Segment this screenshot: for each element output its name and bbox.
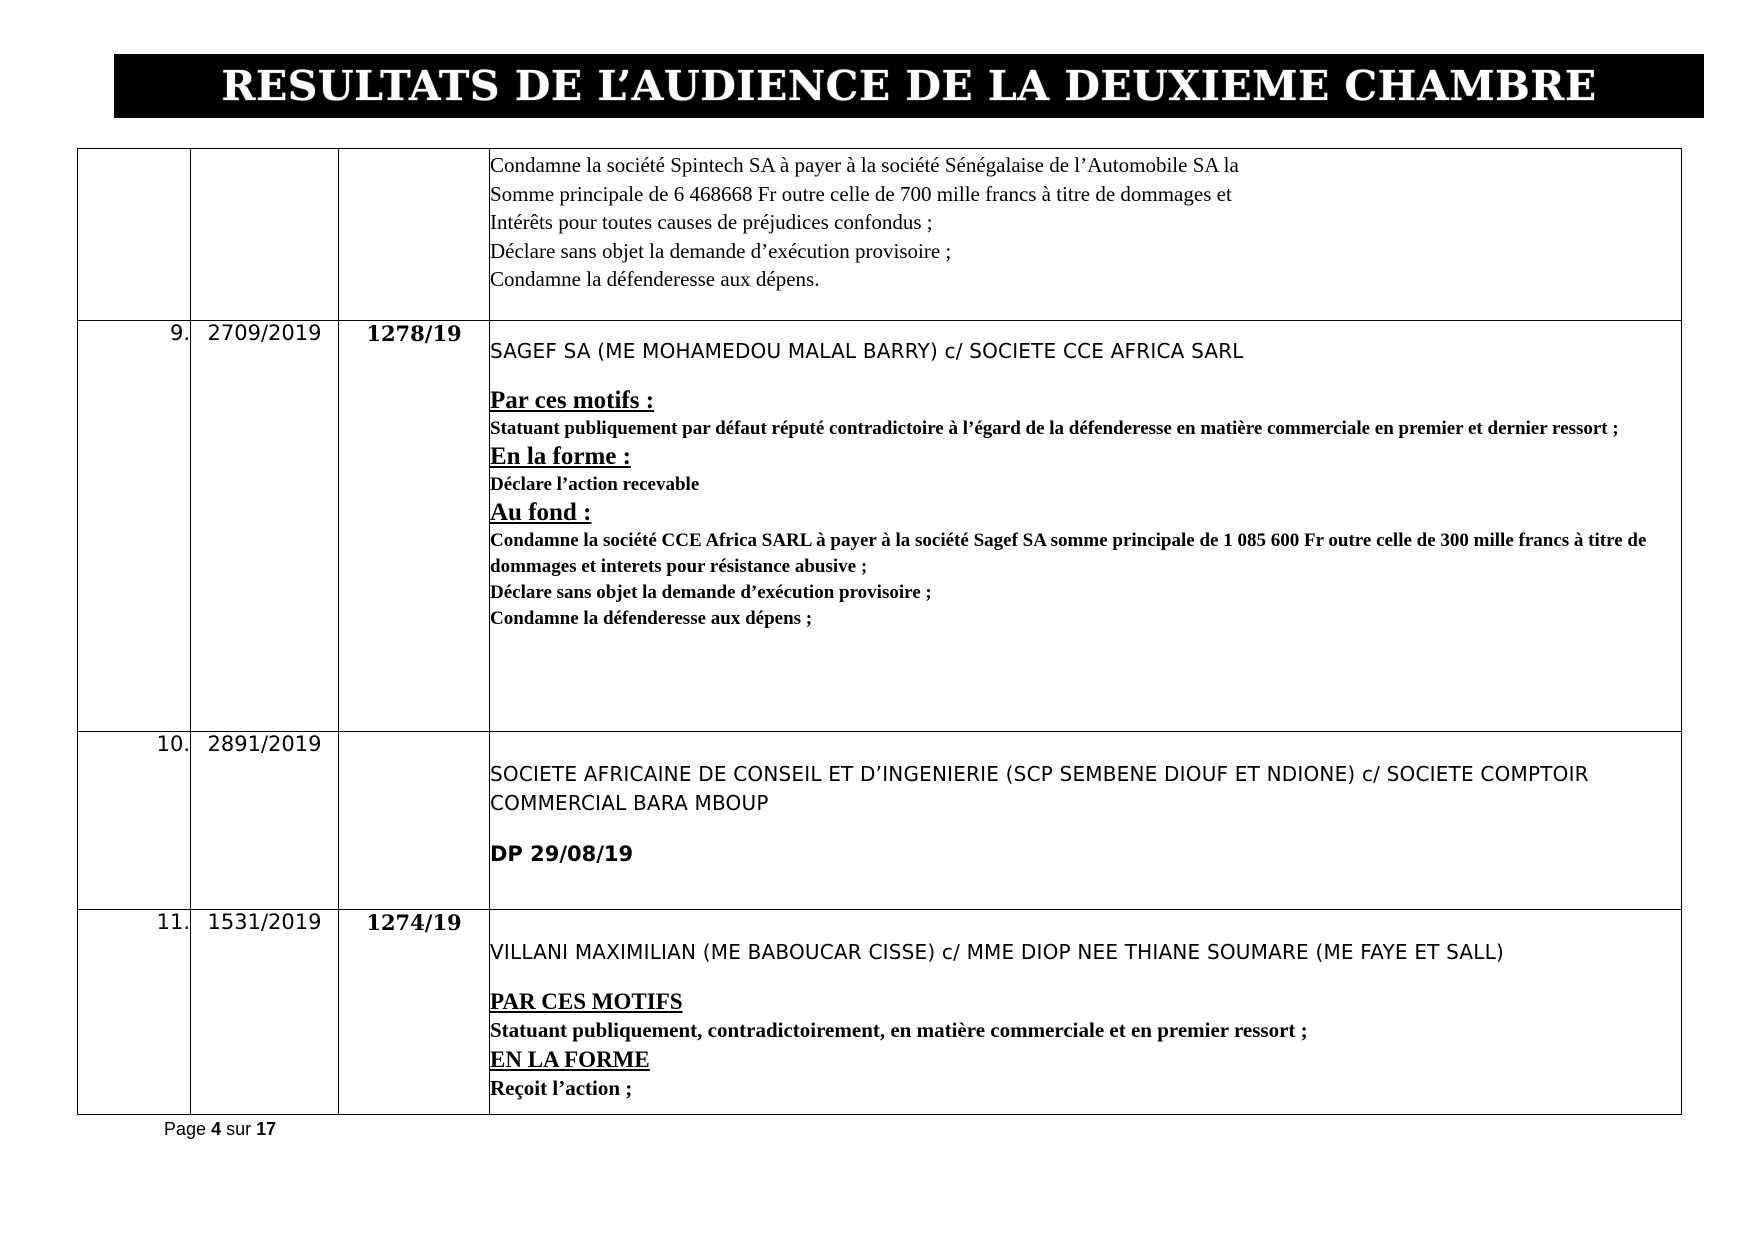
parties: SOCIETE AFRICAINE DE CONSEIL ET D’INGENIERIE (SCP SEMBENE DIOUF ET NDIONE) c/ SOCIETE COMPTOIR COMMERCIAL BARA MBOUP — [490, 762, 1589, 815]
decision-cell — [490, 321, 1682, 732]
table-row — [78, 149, 1682, 321]
heading-motifs: PAR CES MOTIFS — [490, 989, 683, 1014]
decision-cell — [490, 149, 1682, 321]
total-pages: 17 — [256, 1119, 277, 1139]
row-number: 10. — [78, 732, 191, 910]
decision-line: Condamne la défenderesse aux dépens. — [490, 267, 820, 291]
decision-line: Intérêts pour toutes causes de préjudices confondus ; — [490, 210, 933, 234]
rg-number: 2709/2019 — [191, 321, 339, 732]
heading-forme: En la forme : — [490, 443, 631, 470]
motifs-text: Statuant publiquement par défaut réputé contradictoire à l’égard de la défenderesse en matière commerciale en premier et dernier ressort ; — [490, 418, 1619, 439]
fond-text: Condamne la défenderesse aux dépens ; — [490, 608, 813, 629]
decision-line: Condamne la société Spintech SA à payer à la société Sénégalaise de l’Automobile SA la — [490, 153, 1239, 177]
decision-line: Déclare sans objet la demande d’exécution provisoire ; — [490, 238, 952, 263]
fond-text: Déclare sans objet la demande d’exécution provisoire ; — [490, 582, 932, 603]
parties: VILLANI MAXIMILIAN (ME BABOUCAR CISSE) c/ MME DIOP NEE THIANE SOUMARE (ME FAYE ET SALL) — [490, 940, 1504, 964]
parties: SAGEF SA (ME MOHAMEDOU MALAL BARRY) c/ SOCIETE CCE AFRICA SARL — [490, 339, 1244, 363]
motifs-text: Statuant publiquement, contradictoirement, en matière commerciale et en premier ressort ; — [490, 1018, 1308, 1042]
table-row — [78, 732, 1682, 910]
page-label: Page — [164, 1119, 207, 1139]
current-page: 4 — [211, 1119, 222, 1139]
page-footer — [164, 1119, 276, 1140]
judgment-number-cell — [339, 732, 490, 910]
row-number: 11. — [78, 910, 191, 1115]
fond-text: Condamne la société CCE Africa SARL à payer à la société Sagef SA somme principale de 1 085 600 Fr outre celle de 300 mille francs à titre de dommages et interets pour résistance abusive ; — [490, 530, 1647, 577]
rg-number: 2891/2019 — [191, 732, 339, 910]
decision-cell — [490, 910, 1682, 1115]
table-row — [78, 321, 1682, 732]
judgment-number: 1278/19 — [339, 321, 490, 732]
decision-line: Somme principale de 6 468668 Fr outre celle de 700 mille francs à titre de dommages et — [490, 181, 1232, 206]
page-title: RESULTATS DE L’AUDIENCE DE LA DEUXIEME CHAMBRE — [221, 62, 1597, 110]
decision-cell — [490, 732, 1682, 910]
row-number: 9. — [78, 321, 191, 732]
heading-forme: EN LA FORME — [490, 1047, 650, 1072]
forme-text: Déclare l’action recevable — [490, 474, 700, 495]
judgment-number-cell — [339, 149, 490, 321]
rg-number: 1531/2019 — [191, 910, 339, 1115]
page-sur: sur — [226, 1119, 252, 1139]
forme-text: Reçoit l’action ; — [490, 1076, 633, 1100]
dp-date: DP 29/08/19 — [490, 842, 634, 866]
header-banner — [114, 54, 1704, 118]
rg-number-cell — [191, 149, 339, 321]
judgment-number: 1274/19 — [339, 910, 490, 1115]
heading-motifs: Par ces motifs : — [490, 387, 655, 414]
table-row — [78, 910, 1682, 1115]
row-number-cell — [78, 149, 191, 321]
heading-fond: Au fond : — [490, 499, 592, 526]
results-table — [77, 148, 1682, 1115]
